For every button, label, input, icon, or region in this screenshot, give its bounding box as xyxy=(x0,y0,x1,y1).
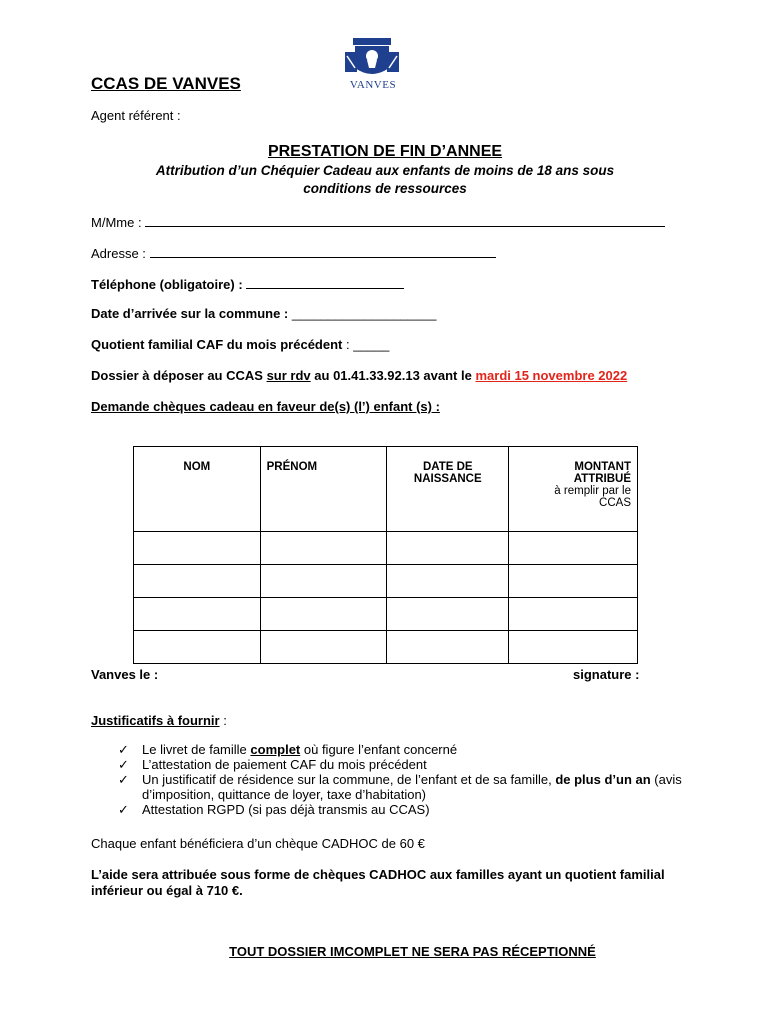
table-cell[interactable] xyxy=(134,532,261,565)
logo-text: VANVES xyxy=(349,79,397,91)
justificatifs-list xyxy=(118,742,756,817)
deadline-rdv: sur rdv xyxy=(266,368,311,383)
request-label: Demande chèques cadeau en faveur de(s) (l’) enfant (s) : xyxy=(91,399,440,414)
table-cell[interactable] xyxy=(134,631,261,664)
check-icon: ✓ xyxy=(118,802,129,817)
column-header-montant: MONTANT ATTRIBUÉ à remplir par le CCAS xyxy=(509,447,638,532)
quotient-field[interactable]: _____ xyxy=(353,337,390,352)
aid-line-1: L’aide sera attribuée sous forme de chèques CADHOC aux familles ayant un quotient familial xyxy=(91,867,665,882)
table-cell[interactable] xyxy=(509,532,638,565)
name-row xyxy=(91,214,665,230)
justificatifs-heading: Justificatifs à fournir xyxy=(91,713,220,728)
phone-label: Téléphone (obligatoire) : xyxy=(91,277,243,292)
arrival-row xyxy=(91,306,436,321)
place-date-label: Vanves le : xyxy=(91,667,159,682)
address-label: Adresse : xyxy=(91,246,146,261)
justificatifs-colon: : xyxy=(223,713,227,728)
check-icon: ✓ xyxy=(118,757,129,772)
subtitle-line-2: conditions de ressources xyxy=(303,181,467,196)
phone-field[interactable] xyxy=(246,276,404,289)
cheque-note: Chaque enfant bénéficiera d’un chèque CADHOC de 60 € xyxy=(91,836,425,851)
table-row xyxy=(134,565,638,598)
deadline-date: mardi 15 novembre 2022 xyxy=(475,368,628,383)
children-table xyxy=(133,446,638,664)
arrival-field[interactable]: ____________________ xyxy=(291,306,437,321)
column-header-date: DATE DE NAISSANCE xyxy=(387,447,509,532)
table-row xyxy=(134,532,638,565)
quotient-row xyxy=(91,337,389,352)
name-field[interactable] xyxy=(145,214,665,227)
incomplete-warning: TOUT DOSSIER IMCOMPLET NE SERA PAS RÉCEPTIONNÉ xyxy=(229,944,596,959)
quotient-sep: : xyxy=(346,337,350,352)
column-header-prenom: PRÉNOM xyxy=(260,447,387,532)
table-cell[interactable] xyxy=(134,565,261,598)
justificatifs-heading-row xyxy=(91,713,227,728)
arrival-label: Date d’arrivée sur la commune : xyxy=(91,306,289,321)
address-field[interactable] xyxy=(150,245,496,258)
list-item: ✓ Un justificatif de résidence sur la commune, de l’enfant et de sa famille, de plus d’un an (avis d’imposition, quittance de loyer, taxe d’habitation) xyxy=(118,772,682,802)
table-cell[interactable] xyxy=(509,598,638,631)
list-item: ✓ Attestation RGPD (si pas déjà transmis au CCAS) xyxy=(118,802,430,817)
agent-label: Agent référent : xyxy=(91,108,181,123)
table-cell[interactable] xyxy=(260,532,387,565)
deadline-prefix: Dossier à déposer au CCAS xyxy=(91,368,263,383)
org-title: CCAS DE VANVES xyxy=(91,74,241,93)
table-cell[interactable] xyxy=(387,565,509,598)
address-row xyxy=(91,245,496,261)
table-row xyxy=(134,631,638,664)
table-cell[interactable] xyxy=(260,565,387,598)
phone-row xyxy=(91,276,404,292)
column-header-nom: NOM xyxy=(134,447,261,532)
check-icon: ✓ xyxy=(118,772,129,787)
table-header-row xyxy=(134,447,638,532)
list-item: ✓ L’attestation de paiement CAF du mois précédent xyxy=(118,757,427,772)
deadline-mid: au 01.41.33.92.13 avant le xyxy=(314,368,472,383)
table-cell[interactable] xyxy=(509,631,638,664)
table-cell[interactable] xyxy=(387,598,509,631)
table-row xyxy=(134,598,638,631)
name-label: M/Mme : xyxy=(91,215,142,230)
page-title: PRESTATION DE FIN D’ANNEE xyxy=(267,143,503,160)
table-cell[interactable] xyxy=(387,631,509,664)
table-cell[interactable] xyxy=(134,598,261,631)
subtitle-line-1: Attribution d’un Chéquier Cadeau aux enfants de moins de 18 ans sous xyxy=(155,163,615,178)
quotient-label: Quotient familial CAF du mois précédent xyxy=(91,337,343,352)
table-cell[interactable] xyxy=(387,532,509,565)
signature-label: signature : xyxy=(573,667,640,682)
list-item: ✓ Le livret de famille complet où figure l’enfant concerné xyxy=(118,742,458,757)
table-cell[interactable] xyxy=(509,565,638,598)
table-cell[interactable] xyxy=(260,598,387,631)
check-icon: ✓ xyxy=(118,742,129,757)
deadline-row xyxy=(91,368,627,383)
aid-line-2: inférieur ou égal à 710 €. xyxy=(91,883,243,898)
table-cell[interactable] xyxy=(260,631,387,664)
